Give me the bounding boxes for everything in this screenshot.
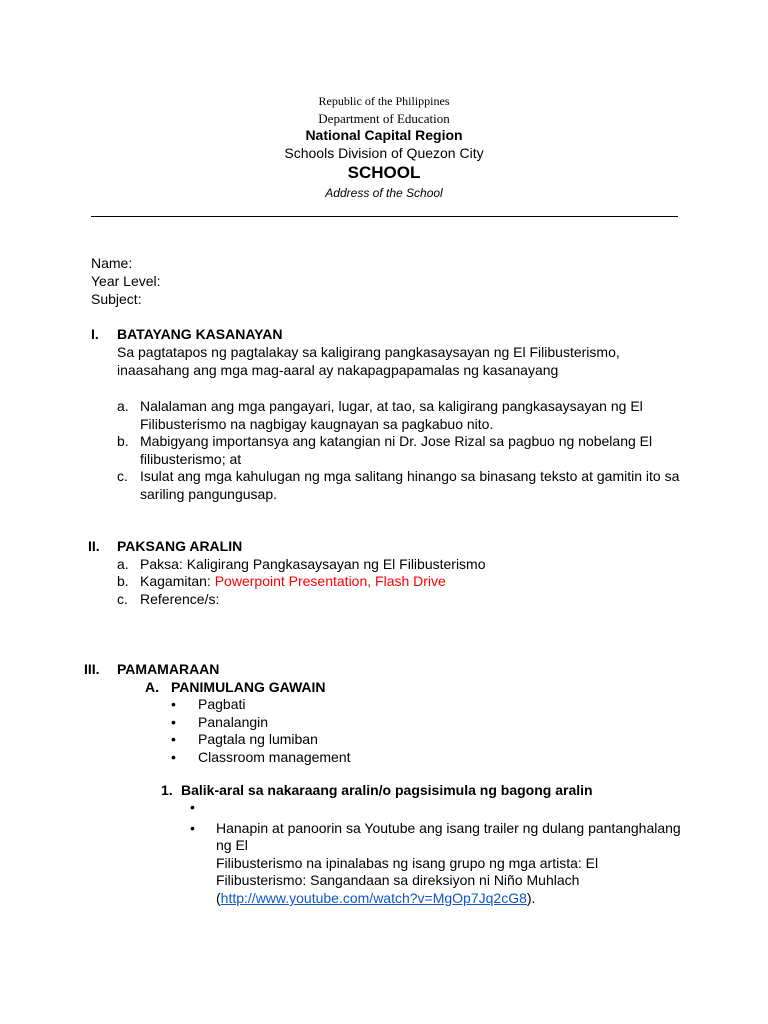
section-3-heading: PAMAMARAAN: [117, 661, 220, 677]
subsection-marker: A.: [145, 679, 159, 695]
header-region: National Capital Region: [305, 127, 463, 143]
header-department: Department of Education: [318, 111, 450, 126]
list-item: sariling pangungusap.: [140, 486, 277, 502]
header-address: Address of the School: [325, 186, 443, 200]
step-heading: Balik-aral sa nakaraang aralin/o pagsisimula ng bagong aralin: [181, 782, 593, 798]
bullet-item: Classroom management: [198, 749, 351, 765]
section-1-heading: BATAYANG KASANAYAN: [117, 326, 283, 342]
list-item-references: Reference/s:: [140, 591, 220, 607]
section-1-numeral: I.: [91, 326, 99, 342]
bullet-item: Panalangin: [198, 714, 269, 730]
kagamitan-label: Kagamitan:: [140, 573, 215, 589]
bullet-item: Pagbati: [198, 696, 246, 712]
list-marker: b.: [117, 573, 129, 589]
step-text: Filibusterismo: Sangandaan sa direksiyon ni Niño Muhlach: [216, 872, 580, 888]
list-item: Nalalaman ang mga pangayari, lugar, at tao, sa kaligirang pangkasaysayan ng El: [140, 398, 643, 414]
step-marker: 1.: [161, 782, 173, 798]
list-marker: a.: [117, 398, 129, 414]
bullet-icon: •: [171, 749, 176, 765]
list-marker: a.: [117, 556, 129, 572]
step-text: Filibusterismo na ipinalabas ng isang grupo ng mga artista: El: [216, 855, 599, 871]
link-line: [216, 890, 535, 907]
list-item: Mabigyang importansya ang katangian ni Dr. Jose Rizal sa pagbuo ng nobelang El: [140, 433, 653, 449]
list-marker: c.: [117, 591, 128, 607]
header-division: Schools Division of Quezon City: [284, 145, 484, 161]
link-close-paren: ).: [526, 890, 536, 906]
bullet-icon: •: [171, 731, 176, 747]
bullet-icon: •: [171, 714, 176, 730]
bullet-item: Pagtala ng lumiban: [198, 731, 318, 747]
section-3-numeral: III.: [84, 661, 100, 677]
list-marker: b.: [117, 433, 129, 449]
subject-label: Subject:: [91, 291, 142, 307]
section-1-intro: inaasahang ang mga mag-aaral ay nakapagpapamalas ng kasanayang: [117, 362, 559, 378]
bullet-icon: •: [171, 696, 176, 712]
header-school: SCHOOL: [347, 163, 421, 182]
section-2-numeral: II.: [88, 538, 100, 554]
step-text: ng El: [216, 837, 248, 853]
bullet-icon: •: [190, 820, 195, 836]
kagamitan-value: Powerpoint Presentation, Flash Drive: [214, 573, 446, 589]
name-label: Name:: [91, 255, 133, 271]
header-republic: Republic of the Philippines: [318, 94, 450, 108]
bullet-icon: •: [190, 799, 195, 815]
list-item: Filibusterismo na nagbigay kaugnayan sa pagkabuo nito.: [140, 416, 494, 432]
list-item: filibusterismo; at: [140, 451, 242, 467]
list-marker: c.: [117, 468, 128, 484]
list-item: Isulat ang mga kahulugan ng mga salitang hinango sa binasang teksto at gamitin ito sa: [140, 468, 680, 484]
year-level-label: Year Level:: [91, 273, 161, 289]
step-text: Hanapin at panoorin sa Youtube ang isang trailer ng dulang pantanghalang: [216, 820, 681, 836]
youtube-link[interactable]: http://www.youtube.com/watch?v=MgOp7Jq2cG8: [220, 890, 527, 906]
section-1-intro: Sa pagtatapos ng pagtalakay sa kaligirang pangkasaysayan ng El Filibusterismo,: [117, 344, 620, 360]
link-open-paren: (: [216, 890, 221, 906]
list-item-paksa: Paksa: Kaligirang Pangkasaysayan ng El Filibusterismo: [140, 556, 486, 572]
header-divider: [91, 216, 678, 217]
list-item-kagamitan: [140, 573, 446, 590]
section-2-heading: PAKSANG ARALIN: [117, 538, 243, 554]
subsection-heading: PANIMULANG GAWAIN: [171, 679, 326, 695]
